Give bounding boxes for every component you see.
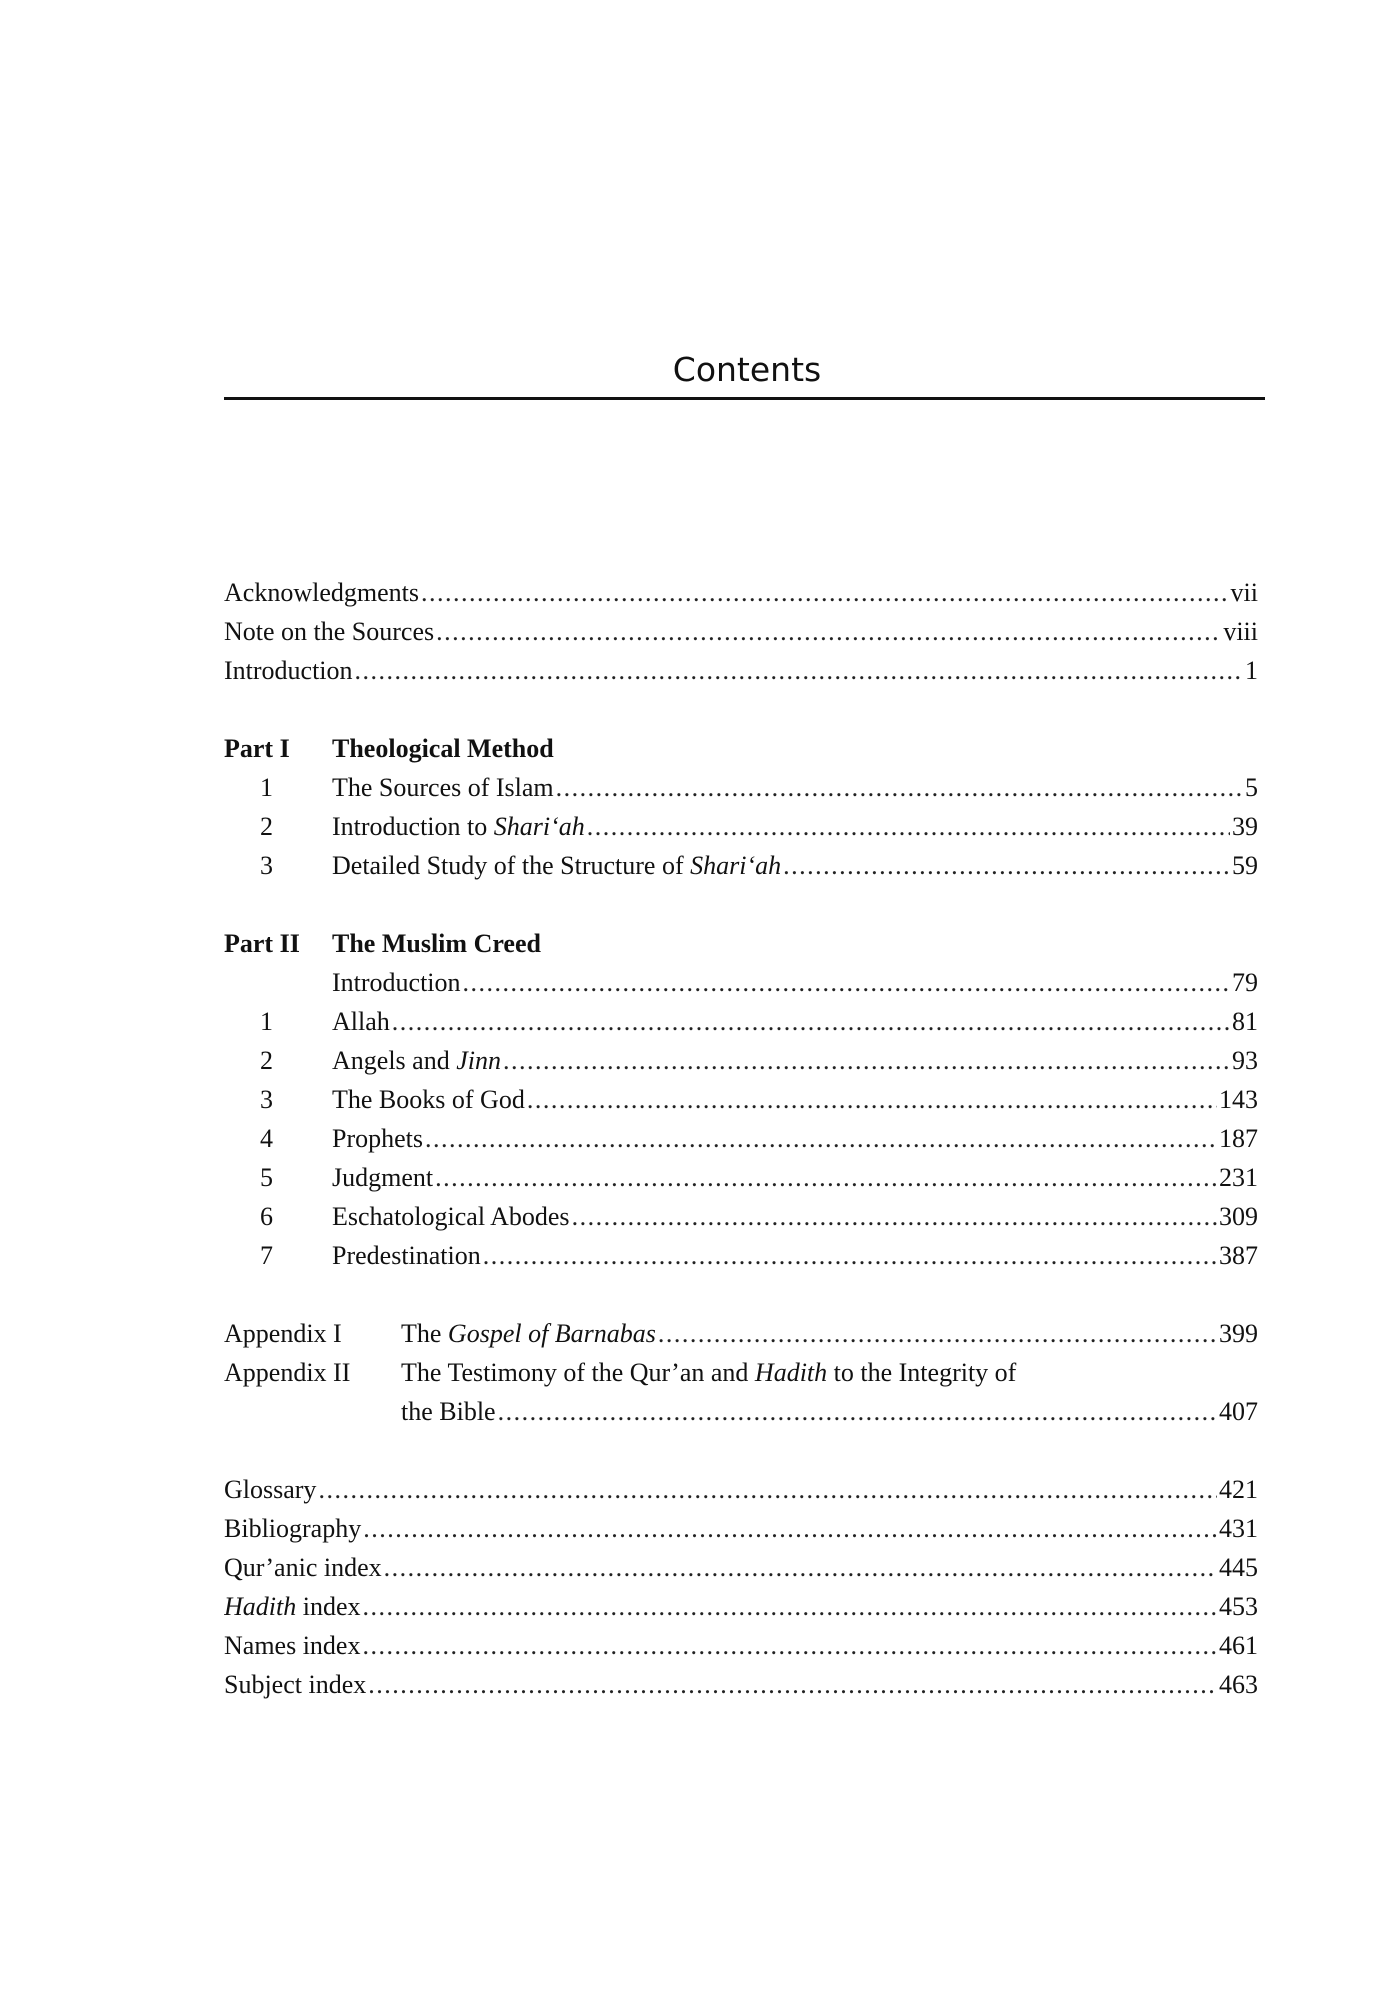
toc-chapter[interactable] bbox=[224, 1158, 1258, 1197]
toc-page: 421 bbox=[1219, 1475, 1258, 1504]
toc-page: 39 bbox=[1232, 812, 1258, 841]
toc-title: Introduction bbox=[224, 656, 353, 685]
toc-chapter[interactable] bbox=[224, 1002, 1258, 1041]
toc-entry-acknowledgments[interactable] bbox=[224, 573, 1258, 612]
part-label: Part I bbox=[224, 734, 290, 763]
toc-title: Eschatological Abodes bbox=[332, 1202, 570, 1231]
chapter-number: 3 bbox=[260, 851, 273, 880]
toc-page: 81 bbox=[1232, 1007, 1258, 1036]
leader-dots bbox=[355, 651, 1243, 690]
chapter-number: 1 bbox=[260, 773, 273, 802]
toc-chapter[interactable] bbox=[224, 1119, 1258, 1158]
toc-page: 5 bbox=[1245, 773, 1258, 802]
toc-page: 399 bbox=[1219, 1319, 1258, 1348]
chapter-number: 3 bbox=[260, 1085, 273, 1114]
chapter-number: 7 bbox=[260, 1241, 273, 1270]
toc-page: 407 bbox=[1219, 1397, 1258, 1426]
chapter-number: 2 bbox=[260, 812, 273, 841]
toc-page: 463 bbox=[1219, 1670, 1258, 1699]
leader-dots bbox=[463, 963, 1230, 1002]
toc-appendix-2[interactable] bbox=[224, 1353, 1258, 1392]
toc-entry-glossary[interactable] bbox=[224, 1470, 1258, 1509]
page-title: Contents bbox=[672, 350, 822, 389]
toc-entry-hadith-index[interactable] bbox=[224, 1587, 1258, 1626]
leader-dots bbox=[368, 1665, 1217, 1704]
toc-chapter[interactable] bbox=[224, 768, 1258, 807]
toc-chapter[interactable] bbox=[224, 963, 1258, 1002]
toc-title: Hadith index bbox=[224, 1592, 361, 1621]
part-title: Theological Method bbox=[332, 734, 554, 763]
toc-title: The Gospel of Barnabas bbox=[401, 1319, 656, 1348]
toc-page: 453 bbox=[1219, 1592, 1258, 1621]
toc-page: viii bbox=[1223, 617, 1258, 646]
toc-entry-bibliography[interactable] bbox=[224, 1509, 1258, 1548]
toc-title: Prophets bbox=[332, 1124, 423, 1153]
toc-page: 309 bbox=[1219, 1202, 1258, 1231]
toc-title: Subject index bbox=[224, 1670, 367, 1699]
appendix-label: Appendix I bbox=[224, 1319, 342, 1348]
leader-dots bbox=[527, 1080, 1217, 1119]
chapter-number: 4 bbox=[260, 1124, 273, 1153]
toc-page: 59 bbox=[1232, 851, 1258, 880]
toc-title: Glossary bbox=[224, 1475, 317, 1504]
toc-title: Acknowledgments bbox=[224, 578, 419, 607]
appendix-label: Appendix II bbox=[224, 1358, 351, 1387]
toc-page: 79 bbox=[1232, 968, 1258, 997]
leader-dots bbox=[318, 1470, 1217, 1509]
leader-dots bbox=[363, 1509, 1217, 1548]
part-heading-2 bbox=[224, 924, 1258, 963]
part-title: The Muslim Creed bbox=[332, 929, 541, 958]
toc-chapter[interactable] bbox=[224, 1236, 1258, 1275]
part-label: Part II bbox=[224, 929, 300, 958]
toc-title: Qur’anic index bbox=[224, 1553, 382, 1582]
toc-title: Bibliography bbox=[224, 1514, 362, 1543]
toc-title: Predestination bbox=[332, 1241, 481, 1270]
leader-dots bbox=[362, 1626, 1217, 1665]
toc-title: Judgment bbox=[332, 1163, 434, 1192]
leader-dots bbox=[587, 807, 1230, 846]
leader-dots bbox=[556, 768, 1243, 807]
toc-title: Detailed Study of the Structure of Shari‘ah bbox=[332, 851, 782, 880]
toc-title: The Testimony of the Qur’an and Hadith to the Integrity of bbox=[401, 1358, 1017, 1387]
title-rule bbox=[224, 397, 1265, 400]
toc-chapter[interactable] bbox=[224, 1080, 1258, 1119]
toc-entry-names-index[interactable] bbox=[224, 1626, 1258, 1665]
chapter-number: 6 bbox=[260, 1202, 273, 1231]
chapter-number: 2 bbox=[260, 1046, 273, 1075]
toc-page: 93 bbox=[1232, 1046, 1258, 1075]
toc-title: Angels and Jinn bbox=[332, 1046, 501, 1075]
part-heading-1 bbox=[224, 729, 1258, 768]
leader-dots bbox=[783, 846, 1230, 885]
leader-dots bbox=[503, 1041, 1230, 1080]
toc-page: 231 bbox=[1219, 1163, 1258, 1192]
toc-page: 431 bbox=[1219, 1514, 1258, 1543]
toc-page: 461 bbox=[1219, 1631, 1258, 1660]
toc-title: Note on the Sources bbox=[224, 617, 435, 646]
leader-dots bbox=[572, 1197, 1217, 1236]
toc-entry-introduction[interactable] bbox=[224, 651, 1258, 690]
toc-appendix-1[interactable] bbox=[224, 1314, 1258, 1353]
toc-entry-quranic-index[interactable] bbox=[224, 1548, 1258, 1587]
toc-page: 143 bbox=[1219, 1085, 1258, 1114]
toc-title: Names index bbox=[224, 1631, 361, 1660]
toc-entry-subject-index[interactable] bbox=[224, 1665, 1258, 1704]
table-of-contents bbox=[224, 573, 1258, 1704]
toc-title: the Bible bbox=[401, 1397, 496, 1426]
chapter-number: 1 bbox=[260, 1007, 273, 1036]
toc-chapter[interactable] bbox=[224, 1197, 1258, 1236]
leader-dots bbox=[658, 1314, 1217, 1353]
leader-dots bbox=[384, 1548, 1217, 1587]
toc-title: The Books of God bbox=[332, 1085, 525, 1114]
leader-dots bbox=[421, 573, 1229, 612]
leader-dots bbox=[435, 1158, 1217, 1197]
toc-page: 387 bbox=[1219, 1241, 1258, 1270]
toc-page: 1 bbox=[1245, 656, 1258, 685]
toc-page: vii bbox=[1230, 578, 1258, 607]
toc-chapter[interactable] bbox=[224, 807, 1258, 846]
leader-dots bbox=[498, 1392, 1217, 1431]
leader-dots bbox=[425, 1119, 1217, 1158]
toc-entry-note-on-sources[interactable] bbox=[224, 612, 1258, 651]
chapter-number: 5 bbox=[260, 1163, 273, 1192]
toc-title: Introduction to Shari‘ah bbox=[332, 812, 585, 841]
toc-page: 445 bbox=[1219, 1553, 1258, 1582]
toc-title: Allah bbox=[332, 1007, 390, 1036]
toc-appendix-2-continued[interactable] bbox=[224, 1392, 1258, 1431]
leader-dots bbox=[392, 1002, 1230, 1041]
toc-chapter[interactable] bbox=[224, 846, 1258, 885]
toc-chapter[interactable] bbox=[224, 1041, 1258, 1080]
leader-dots bbox=[363, 1587, 1218, 1626]
toc-page: 187 bbox=[1219, 1124, 1258, 1153]
leader-dots bbox=[483, 1236, 1217, 1275]
toc-title: Introduction bbox=[332, 968, 461, 997]
leader-dots bbox=[436, 612, 1221, 651]
toc-title: The Sources of Islam bbox=[332, 773, 554, 802]
